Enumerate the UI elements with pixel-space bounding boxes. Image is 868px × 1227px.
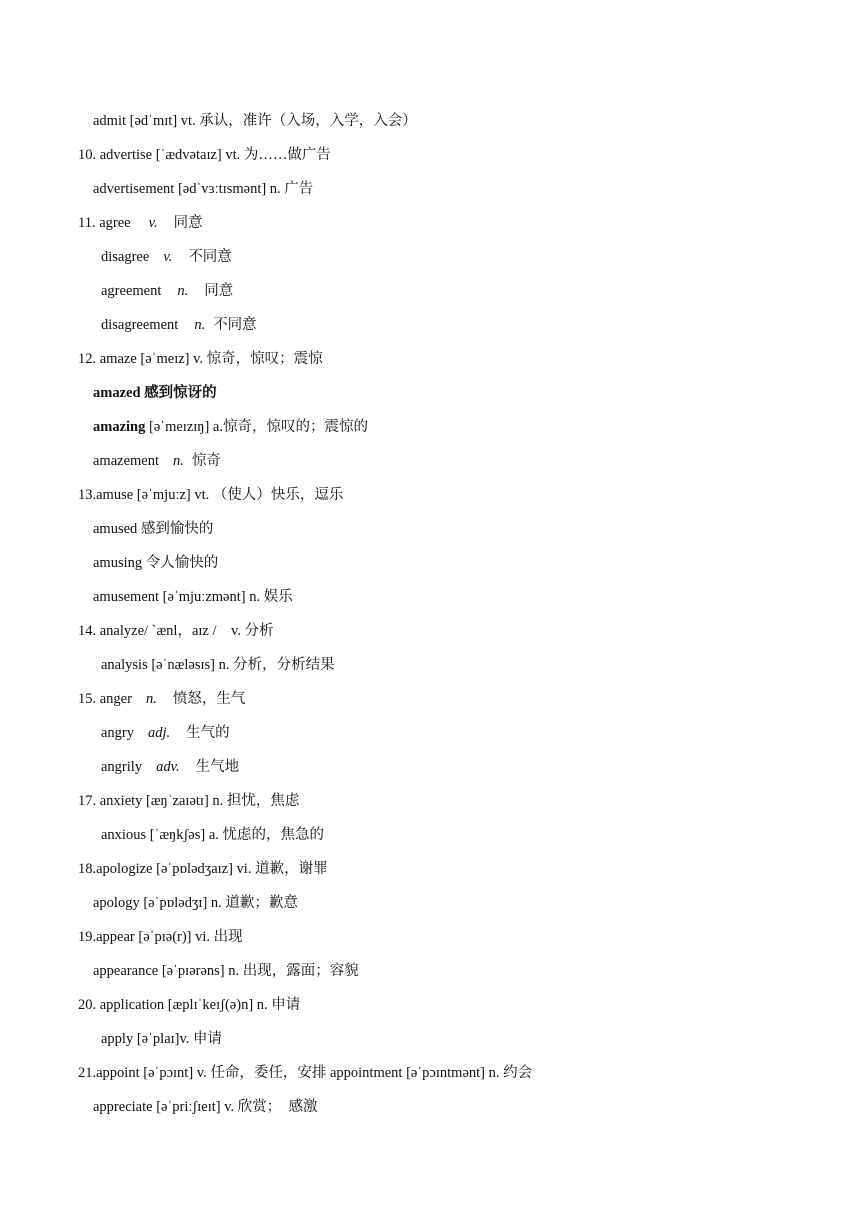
entry-disagreement: disagreement n. 不同意 [101,317,257,333]
entry-appear: 19.appear [əˈpɪə(r)] vi. 出现 [78,929,243,945]
meaning: 不同意 [213,317,257,333]
entry-appreciate: appreciate [əˈpriːʃɪeɪt] v. 欣赏； 感激 [93,1099,318,1115]
meaning: 生气地 [195,759,240,775]
meaning: 愤怒，生气 [172,691,246,707]
entry-amused: amused 感到愉快的 [93,521,214,537]
entry-analyze: 14. analyze/ `ænl，aɪz / v. 分析 [78,623,274,639]
part-of-speech: adv. [156,759,180,775]
part-of-speech: n. [177,283,189,299]
part-of-speech: n. [145,691,157,707]
entry-agree: 11. agree v. 同意 [78,215,203,231]
entry-angry: angry adj. 生气的 [101,725,230,741]
meaning: 生气的 [186,725,230,741]
part-of-speech: n. [173,453,184,469]
part-of-speech: v. [163,249,173,265]
entry-apologize: 18.apologize [əˈpɒlədʒaɪz] vi. 道歉，谢罪 [78,861,328,877]
entry-angrily: angrily adv. 生气地 [101,759,240,775]
entry-advertisement: advertisement [ədˈvɜːtɪsmənt] n. 广告 [93,181,314,197]
entry-analysis: analysis [əˈnæləsɪs] n. 分析，分析结果 [101,657,335,673]
part-of-speech: v. [148,215,158,231]
entry-anxiety: 17. anxiety [æŋˈzaɪətɪ] n. 担忧，焦虑 [78,793,300,809]
entry-apply: apply [əˈplaɪ]v. 申请 [101,1031,223,1047]
part-of-speech: adj. [148,725,171,741]
entry-anger: 15. anger n. 愤怒，生气 [78,691,246,707]
entry-admit: admit [ədˈmɪt] vt. 承认，准许（入场，入学，入会） [93,113,417,129]
entry-amusing: amusing 令人愉快的 [93,555,219,571]
meaning: 不同意 [188,249,232,265]
headword: amazing [93,419,146,435]
entry-application: 20. application [æplɪˈkeɪʃ(ə)n] n. 申请 [78,997,301,1013]
part-of-speech: n. [194,317,206,333]
entry-amazement: amazement n. 惊奇 [93,453,221,469]
entry-amuse: 13.amuse [əˈmjuːz] vt. （使人）快乐，逗乐 [78,487,344,503]
entry-disagree: disagree v. 不同意 [101,249,232,265]
entry-apology: apology [əˈpɒlədʒɪ] n. 道歉；歉意 [93,895,298,911]
entry-agreement: agreement n. 同意 [101,283,234,299]
entry-amazing: amazing [əˈmeɪzɪŋ] a.惊奇，惊叹的；震惊的 [93,419,368,435]
meaning: 同意 [204,283,234,299]
meaning: 惊奇 [191,453,221,469]
entry-amazed: amazed 感到惊讶的 [93,385,217,401]
entry-amusement: amusement [əˈmjuːzmənt] n. 娱乐 [93,589,293,605]
entry-appearance: appearance [əˈpɪərəns] n. 出现，露面；容貌 [93,963,359,979]
entry-advertise: 10. advertise [ˈædvətaɪz] vt. 为……做广告 [78,147,331,163]
entry-appoint: 21.appoint [əˈpɔɪnt] v. 任命，委任，安排 appointment [əˈpɔɪntmənt] n. 约会 [78,1065,533,1081]
meaning: 同意 [173,215,203,231]
entry-amaze: 12. amaze [əˈmeɪz] v. 惊奇，惊叹；震惊 [78,351,323,367]
entry-anxious: anxious [ˈæŋkʃəs] a. 忧虑的，焦急的 [101,827,325,843]
